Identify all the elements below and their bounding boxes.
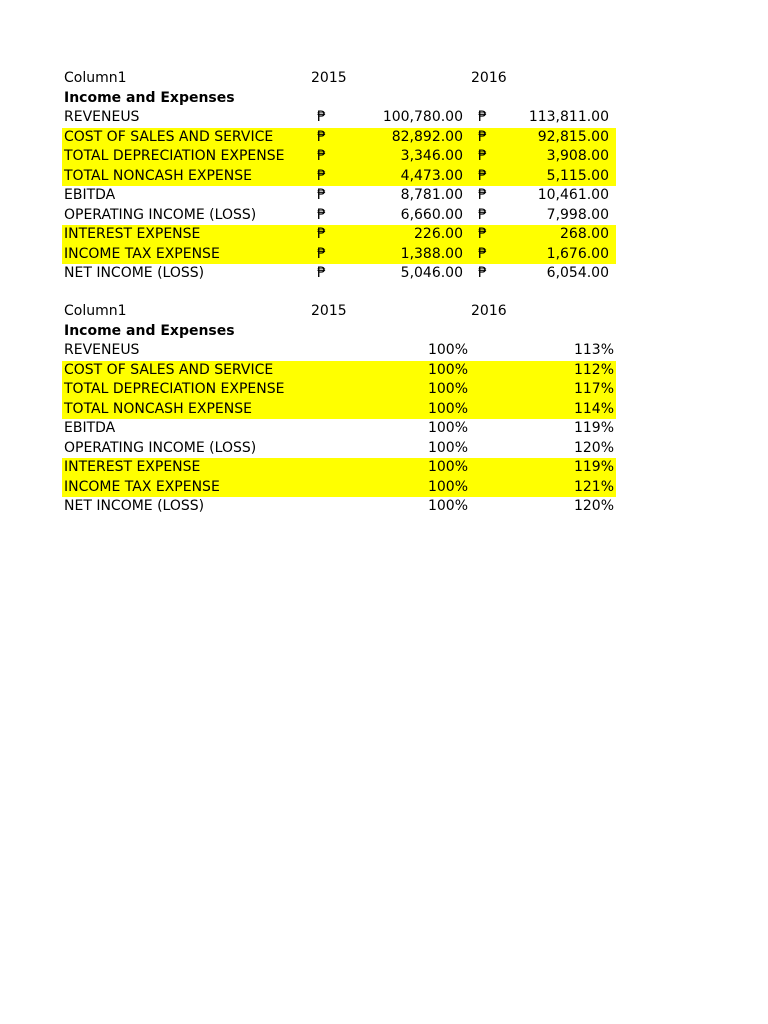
value-2015[interactable]: 6,660.00 [400, 206, 463, 223]
column-header-2015[interactable]: 2015 [311, 70, 347, 86]
row-label[interactable]: TOTAL NONCASH EXPENSE [64, 167, 252, 184]
table-row [62, 225, 616, 245]
table-row [62, 380, 616, 400]
column-header-label[interactable]: Column1 [64, 70, 127, 86]
percent-2015[interactable]: 100% [427, 342, 468, 358]
table-row [62, 206, 616, 226]
value-2015[interactable]: 1,388.00 [400, 245, 463, 262]
table-header-row [62, 69, 616, 89]
value-2015[interactable]: 4,473.00 [400, 167, 463, 184]
table-row [62, 361, 616, 381]
value-2016[interactable]: 10,461.00 [537, 187, 609, 203]
percent-2016[interactable]: 119% [573, 459, 614, 475]
percent-2015[interactable]: 100% [427, 400, 468, 417]
percent-2016[interactable]: 112% [573, 361, 614, 378]
currency-symbol-2016[interactable]: ₱ [478, 245, 487, 262]
value-2016[interactable]: 6,054.00 [546, 265, 609, 281]
table-row [62, 186, 616, 206]
row-label[interactable]: NET INCOME (LOSS) [64, 498, 205, 514]
value-2016[interactable]: 5,115.00 [546, 167, 609, 184]
percent-2016[interactable]: 113% [573, 342, 614, 358]
value-2016[interactable]: 7,998.00 [546, 206, 609, 223]
table-row [62, 400, 616, 420]
percent-2016[interactable]: 120% [573, 439, 614, 456]
currency-symbol-2015[interactable]: ₱ [317, 206, 326, 223]
table-header-row [62, 302, 616, 322]
currency-symbol-2016[interactable]: ₱ [478, 167, 487, 184]
table-row [62, 419, 616, 439]
currency-symbol-2015[interactable]: ₱ [317, 265, 326, 281]
section-title-row [62, 89, 616, 109]
currency-symbol-2015[interactable]: ₱ [317, 109, 326, 125]
currency-symbol-2015[interactable]: ₱ [317, 187, 326, 203]
percent-2016[interactable]: 119% [573, 420, 614, 436]
income-expenses-values-table [62, 69, 616, 284]
row-label[interactable]: INCOME TAX EXPENSE [64, 245, 220, 262]
income-expenses-percent-table [62, 302, 616, 517]
table-row [62, 128, 616, 148]
currency-symbol-2015[interactable]: ₱ [317, 245, 326, 262]
currency-symbol-2015[interactable]: ₱ [317, 167, 326, 184]
percent-2015[interactable]: 100% [427, 381, 468, 397]
percent-2016[interactable]: 120% [573, 498, 614, 514]
percent-2015[interactable]: 100% [427, 420, 468, 436]
row-label[interactable]: EBITDA [64, 420, 116, 436]
value-2016[interactable]: 113,811.00 [528, 109, 609, 125]
currency-symbol-2016[interactable]: ₱ [478, 148, 487, 164]
row-label[interactable]: COST OF SALES AND SERVICE [64, 128, 274, 145]
currency-symbol-2016[interactable]: ₱ [478, 128, 487, 145]
percent-2016[interactable]: 114% [573, 400, 614, 417]
table-row [62, 167, 616, 187]
row-label[interactable]: REVENEUS [64, 109, 140, 125]
table-row [62, 439, 616, 459]
row-label[interactable]: NET INCOME (LOSS) [64, 265, 205, 281]
percent-2015[interactable]: 100% [427, 498, 468, 514]
table-row [62, 245, 616, 265]
values-rows [62, 108, 616, 284]
percent-2015[interactable]: 100% [427, 478, 468, 495]
value-2016[interactable]: 268.00 [560, 226, 609, 242]
percent-2015[interactable]: 100% [427, 439, 468, 456]
row-label[interactable]: INCOME TAX EXPENSE [64, 478, 220, 495]
row-label[interactable]: REVENEUS [64, 342, 140, 358]
row-label[interactable]: INTEREST EXPENSE [64, 459, 201, 475]
row-label[interactable]: EBITDA [64, 187, 116, 203]
value-2016[interactable]: 3,908.00 [546, 148, 609, 164]
row-label[interactable]: COST OF SALES AND SERVICE [64, 361, 274, 378]
table-row [62, 497, 616, 517]
currency-symbol-2016[interactable]: ₱ [478, 187, 487, 203]
table-row [62, 264, 616, 284]
column-header-2016[interactable]: 2016 [471, 70, 507, 86]
currency-symbol-2015[interactable]: ₱ [317, 128, 326, 145]
row-label[interactable]: OPERATING INCOME (LOSS) [64, 206, 257, 223]
table-row [62, 478, 616, 498]
table-row [62, 108, 616, 128]
row-label[interactable]: TOTAL DEPRECIATION EXPENSE [64, 381, 285, 397]
percent-2015[interactable]: 100% [427, 459, 468, 475]
row-label[interactable]: TOTAL DEPRECIATION EXPENSE [64, 148, 285, 164]
percent-2015[interactable]: 100% [427, 361, 468, 378]
column-header-2015[interactable]: 2015 [311, 303, 347, 319]
table-row [62, 341, 616, 361]
table-row [62, 458, 616, 478]
row-label[interactable]: INTEREST EXPENSE [64, 226, 201, 242]
value-2015[interactable]: 5,046.00 [400, 265, 463, 281]
value-2016[interactable]: 1,676.00 [546, 245, 609, 262]
value-2015[interactable]: 226.00 [414, 226, 463, 242]
currency-symbol-2016[interactable]: ₱ [478, 109, 487, 125]
value-2015[interactable]: 82,892.00 [391, 128, 463, 145]
value-2015[interactable]: 3,346.00 [400, 148, 463, 164]
currency-symbol-2016[interactable]: ₱ [478, 206, 487, 223]
column-header-2016[interactable]: 2016 [471, 303, 507, 319]
percent-2016[interactable]: 117% [573, 381, 614, 397]
section-title[interactable]: Income and Expenses [64, 89, 235, 106]
section-title-row [62, 322, 616, 342]
percent-rows [62, 341, 616, 517]
row-label[interactable]: OPERATING INCOME (LOSS) [64, 439, 257, 456]
table-row [62, 147, 616, 167]
column-header-label[interactable]: Column1 [64, 303, 127, 319]
currency-symbol-2016[interactable]: ₱ [478, 265, 487, 281]
section-title[interactable]: Income and Expenses [64, 322, 235, 339]
currency-symbol-2016[interactable]: ₱ [478, 226, 487, 242]
value-2016[interactable]: 92,815.00 [537, 128, 609, 145]
currency-symbol-2015[interactable]: ₱ [317, 226, 326, 242]
value-2015[interactable]: 8,781.00 [400, 187, 463, 203]
percent-2016[interactable]: 121% [573, 478, 614, 495]
currency-symbol-2015[interactable]: ₱ [317, 148, 326, 164]
row-label[interactable]: TOTAL NONCASH EXPENSE [64, 400, 252, 417]
value-2015[interactable]: 100,780.00 [382, 109, 463, 125]
